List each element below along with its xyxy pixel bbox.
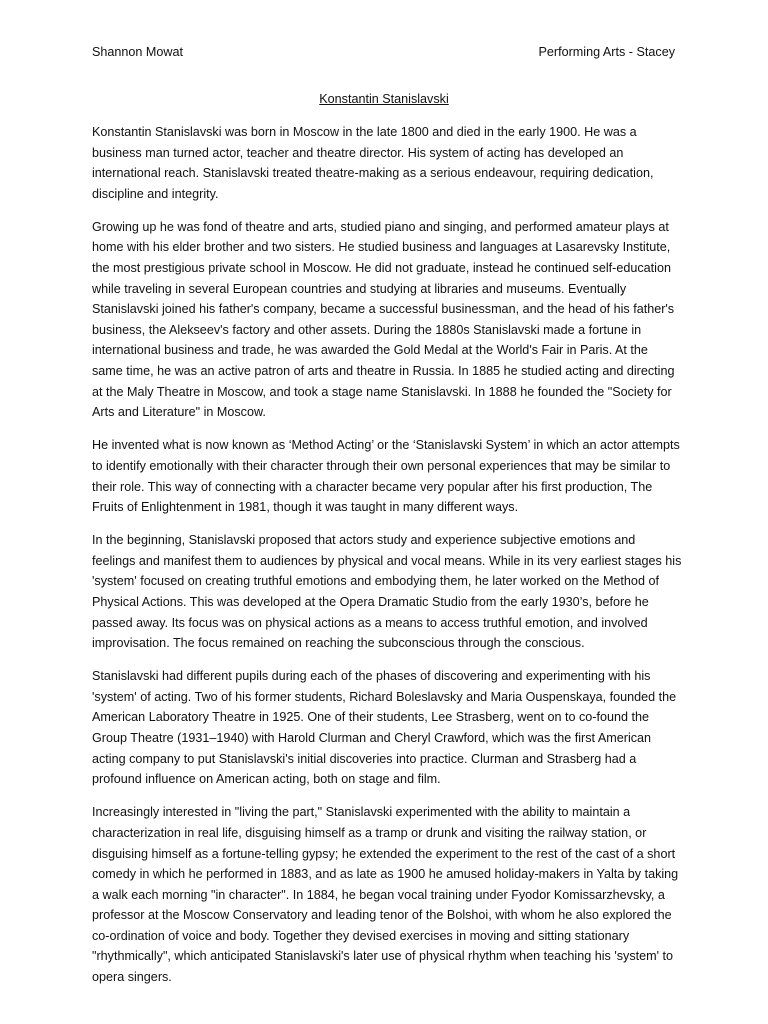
author-name: Shannon Mowat [92,45,184,59]
paragraph-living-the-part: Increasingly interested in "living the part," Stanislavski experimented with the ability to maintain a characterization in real life, disguising himself as a tramp or drunk and visiting the railway station, or disguising himself as a fortune-telling gypsy; he extended the experiment to the rest of the cast of a short comedy in which he performed in 1883, and as late as 1900 he amused holiday-makers in Yalta by taking a walk each morning "in character". In 1884, he began vocal training under Fyodor Komissarzhevsky, a professor at the Moscow Conservatory and leading tenor of the Bolshoi, with whom he also explored the co-ordination of voice and body. Together they devised exercises in moving and sitting stationary "rhythmically", which anticipated Stanislavski's later use of physical rhythm when teaching his 'system' to opera singers. [92,805,679,985]
paragraph-early-life: Growing up he was fond of theatre and arts, studied piano and singing, and performed amateur plays at home with his elder brother and two sisters. He studied business and languages at Lasarevsky Institute, the most prestigious private school in Moscow. He did not graduate, instead he continued self-education while traveling in several European countries and studying at libraries and museums. Eventually Stanislavski joined his father's company, became a successful businessman, and the head of his father's business, the Alekseev's factory and other assets. During the 1880s Stanislavski made a fortune in international business and trade, he was awarded the Gold Medal at the World's Fair in Paris. At the same time, he was an active patron of arts and theatre in Russia. In 1885 he studied acting and directing at the Maly Theatre in Moscow, and took a stage name Stanislavski. In 1888 he founded the "Society for Arts and Literature" in Moscow. [92,219,675,420]
paragraph-birth: Konstantin Stanislavski was born in Moscow in the late 1800 and died in the early 1900. He was a business man turned actor, teacher and theatre director. His system of acting has developed an international reach. Stanislavski treated theatre-making as a serious endeavour, requiring dedication, discipline and integrity. [92,125,654,201]
paragraph-pupils: Stanislavski had different pupils during each of the phases of discovering and experimenting with his 'system' of acting. Two of his former students, Richard Boleslavsky and Maria Ouspenskaya, founded the American Laboratory Theatre in 1925. One of their students, Lee Strasberg, went on to co-found the Group Theatre (1931–1940) with Harold Clurman and Cheryl Crawford, which was the first American acting company to put Stanislavski's initial discoveries into practice. Clurman and Strasberg had a profound influence on American acting, both on stage and film. [92,669,677,787]
course-name: Performing Arts - Stacey [538,45,675,59]
page-header [92,45,675,65]
paragraph-method-acting: He invented what is now known as ‘Method Acting’ or the ‘Stanislavski System’ in which an actor attempts to identify emotionally with their character through their own personal experiences that may be similar to their role. This way of connecting with a character became very popular after his first production, The Fruits of Enlightenment in 1981, though it was taught in many different ways. [92,438,680,515]
document-title: Konstantin Stanislavski [319,92,449,106]
document-title-wrapper [0,92,768,106]
document-body [92,122,682,1000]
paragraph-physical-actions: In the beginning, Stanislavski proposed that actors study and experience subjective emotions and feelings and manifest them to audiences by physical and vocal means. While in its very earliest stages his 'system' focused on creating truthful emotions and embodying them, he later worked on the Method of Physical Actions. This was developed at the Opera Dramatic Studio from the early 1930’s, before he passed away. Its focus was on physical actions as a means to access truthful emotion, and involved improvisation. The focus remained on reaching the subconscious through the conscious. [92,533,682,651]
